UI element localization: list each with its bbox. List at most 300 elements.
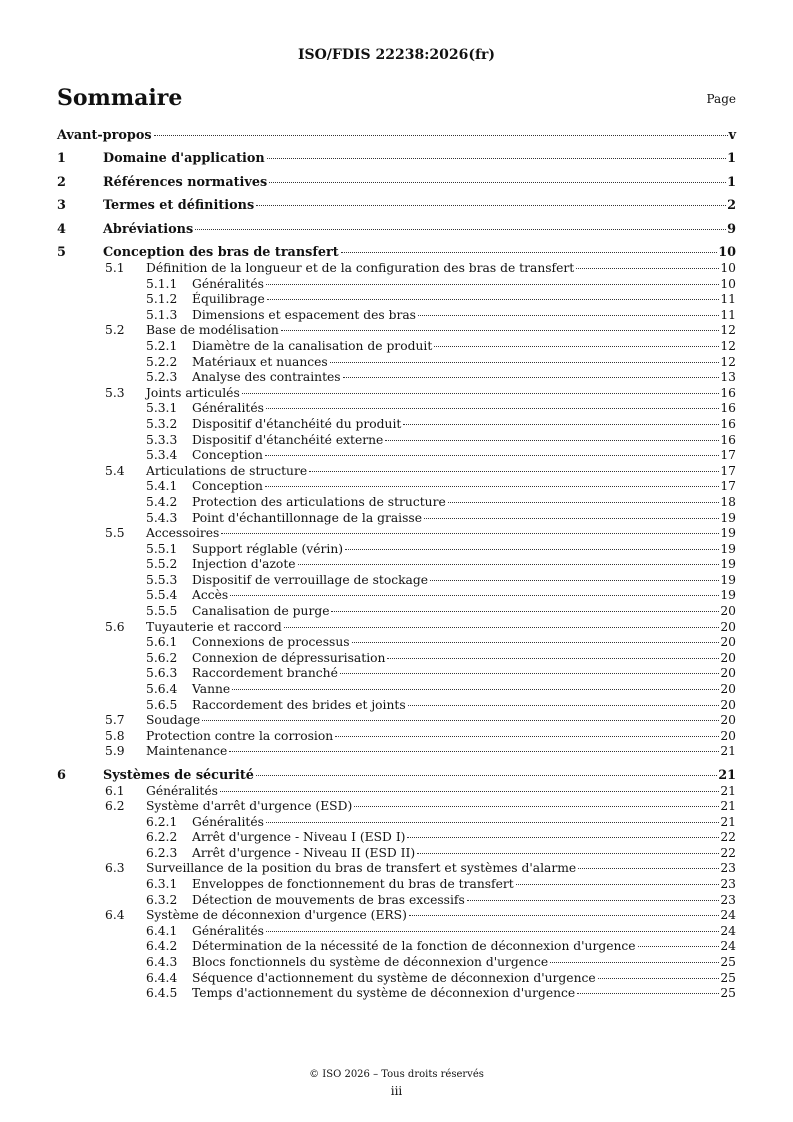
toc-entry[interactable] — [57, 433, 736, 449]
toc-entry-page: 21 — [720, 744, 736, 759]
toc-entry[interactable] — [57, 292, 736, 308]
toc-entry-page: 17 — [720, 463, 736, 478]
toc-entry-line — [192, 401, 736, 417]
toc-entry-page: 17 — [720, 448, 736, 463]
toc-entry-title: Références normatives — [103, 174, 268, 190]
toc-entry[interactable] — [57, 386, 736, 402]
dot-leader — [266, 284, 719, 285]
toc-entry[interactable] — [57, 971, 736, 987]
dot-leader — [407, 837, 719, 838]
toc-entry-number: 5.4.1 — [146, 479, 178, 494]
toc-entry-line — [146, 908, 736, 924]
toc-entry-page: 16 — [720, 385, 736, 400]
toc-entry-line — [192, 893, 736, 909]
toc-entry-page: 22 — [720, 830, 736, 845]
toc-entry-page: 21 — [720, 814, 736, 829]
dot-leader — [220, 791, 719, 792]
toc-entry-page: 11 — [720, 292, 736, 307]
toc-entry-page: 12 — [720, 354, 736, 369]
dot-leader — [417, 853, 719, 854]
toc-entry-title: Accessoires — [146, 526, 220, 541]
dot-leader — [221, 533, 719, 534]
toc-entry-number: 5.2 — [105, 323, 125, 338]
dot-leader — [265, 486, 719, 487]
toc-entry-line — [146, 261, 736, 277]
dot-leader — [345, 549, 719, 550]
toc-entry-line — [192, 370, 736, 386]
toc-entry[interactable] — [57, 542, 736, 558]
dot-leader — [298, 564, 720, 565]
toc-entry-number: 5.8 — [105, 728, 125, 743]
toc-entry-page: 21 — [720, 799, 736, 814]
toc-entry-number: 5 — [57, 245, 66, 261]
toc-entry-title: Connexions de processus — [192, 635, 350, 650]
toc-entry-title: Connexion de dépressurisation — [192, 650, 386, 665]
toc-entry-number: 5.5.1 — [146, 541, 178, 556]
dot-leader — [424, 518, 719, 519]
toc-entry[interactable] — [57, 511, 736, 527]
dot-leader — [267, 299, 720, 300]
toc-entry-number: 6.4.1 — [146, 923, 178, 938]
dot-leader — [467, 900, 720, 901]
toc-entry-page: 23 — [720, 892, 736, 907]
toc-entry-page: v — [728, 128, 736, 143]
toc-entry-page: 11 — [720, 307, 736, 322]
toc-entry[interactable] — [57, 417, 736, 433]
dot-leader — [418, 315, 719, 316]
toc-entry[interactable] — [57, 128, 736, 144]
toc-entry-page: 24 — [720, 939, 736, 954]
toc-entry-number: 6.3.1 — [146, 877, 178, 892]
toc-entry-number: 5.4.2 — [146, 494, 178, 509]
toc-entry-number: 5.9 — [105, 744, 125, 759]
dot-leader — [434, 346, 719, 347]
dot-leader — [242, 393, 720, 394]
toc-entry-number: 5.6.3 — [146, 666, 178, 681]
toc-entry-line — [192, 877, 736, 893]
toc-entry-line — [192, 971, 736, 987]
toc-entry-title: Conception — [192, 479, 263, 494]
toc-entry[interactable] — [57, 151, 736, 167]
toc-entry-line — [146, 464, 736, 480]
toc-entry-number: 5.1.1 — [146, 276, 178, 291]
toc-entry[interactable] — [57, 713, 736, 729]
toc-entry-title: Articulations de structure — [146, 463, 308, 478]
toc-entry-number: 5.5.3 — [146, 572, 178, 587]
footer-copyright: © ISO 2026 – Tous droits réservés — [309, 1069, 484, 1080]
toc-entry[interactable] — [57, 245, 736, 261]
toc-entry-number: 5.2.1 — [146, 338, 178, 353]
toc-entry-title: Généralités — [192, 923, 264, 938]
toc-entry-title: Généralités — [192, 276, 264, 291]
toc-entry-title: Avant-propos — [57, 128, 152, 143]
toc-entry-number: 5.7 — [105, 713, 125, 728]
toc-entry-title: Détermination de la nécessité de la fonction de déconnexion d'urgence — [192, 939, 636, 954]
toc-entry-page: 20 — [720, 666, 736, 681]
toc-entry-page: 24 — [720, 923, 736, 938]
dot-leader — [202, 720, 719, 721]
toc-entry[interactable] — [57, 339, 736, 355]
toc-entry-page: 19 — [720, 557, 736, 572]
toc-entry[interactable] — [57, 682, 736, 698]
toc-entry-page: 9 — [727, 221, 736, 237]
toc-entry-page: 1 — [727, 151, 736, 167]
toc-entry[interactable] — [57, 261, 736, 277]
toc-entry[interactable] — [57, 955, 736, 971]
toc-entry-line — [146, 386, 736, 402]
toc-entry-page: 19 — [720, 572, 736, 587]
toc-entry-number: 6.3 — [105, 861, 125, 876]
toc-entry[interactable] — [57, 198, 736, 214]
toc-entry[interactable] — [57, 355, 736, 371]
toc-entry[interactable] — [57, 557, 736, 573]
toc-entry-number: 6.3.2 — [146, 892, 178, 907]
toc-entry-number: 5.5.2 — [146, 557, 178, 572]
toc-entry-number: 5.1.2 — [146, 292, 178, 307]
toc-entry-title: Point d'échantillonnage de la graisse — [192, 510, 422, 525]
toc-entry-line — [192, 924, 736, 940]
toc-entry[interactable] — [57, 651, 736, 667]
dot-leader — [195, 229, 726, 230]
toc-entry[interactable] — [57, 893, 736, 909]
toc-entry-line — [192, 666, 736, 682]
dot-leader — [403, 424, 719, 425]
toc-entry-title: Dispositif de verrouillage de stockage — [192, 572, 429, 587]
dot-leader — [256, 775, 717, 776]
toc-entry-page: 25 — [720, 955, 736, 970]
toc-entry-title: Détection de mouvements de bras excessifs — [192, 892, 465, 907]
toc-entry-page: 20 — [720, 728, 736, 743]
toc-entry-number: 2 — [57, 174, 66, 190]
toc-entry[interactable] — [57, 222, 736, 238]
toc-entry-page: 19 — [720, 588, 736, 603]
toc-entry[interactable] — [57, 588, 736, 604]
dot-leader — [638, 946, 720, 947]
toc-entry-page: 20 — [720, 619, 736, 634]
toc-entry-number: 5.5.4 — [146, 588, 178, 603]
dot-leader — [266, 408, 719, 409]
toc-entry[interactable] — [57, 479, 736, 495]
toc-entry-title: Surveillance de la position du bras de transfert et systèmes d'alarme — [146, 861, 577, 876]
toc-entry-page: 10 — [720, 276, 736, 291]
toc-entry-title: Dimensions et espacement des bras — [192, 307, 416, 322]
toc-entry-title: Maintenance — [146, 744, 228, 759]
toc-entry[interactable] — [57, 908, 736, 924]
dot-leader — [430, 580, 719, 581]
toc-entry-page: 20 — [720, 604, 736, 619]
dot-leader — [330, 362, 720, 363]
toc-entry[interactable] — [57, 768, 736, 784]
toc-entry-title: Généralités — [146, 783, 218, 798]
toc-entry-title: Vanne — [192, 682, 231, 697]
toc-entry-line — [146, 784, 736, 800]
toc-entry-title: Raccordement des brides et joints — [192, 697, 406, 712]
toc-entry-page: 12 — [720, 338, 736, 353]
toc-entry-title: Équilibrage — [192, 292, 265, 307]
dot-leader — [335, 736, 719, 737]
toc-entry-line — [192, 417, 736, 433]
dot-leader — [284, 627, 720, 628]
toc-entry-page: 10 — [718, 245, 736, 261]
dot-leader — [232, 689, 719, 690]
toc-entry-number: 6.2.2 — [146, 830, 178, 845]
toc-entry-title: Canalisation de purge — [192, 604, 330, 619]
toc-entry-page: 19 — [720, 510, 736, 525]
dot-leader — [266, 822, 719, 823]
toc-entry-page: 23 — [720, 877, 736, 892]
dot-leader — [267, 158, 726, 159]
toc-entry-number: 5.3.1 — [146, 401, 178, 416]
toc-entry-title: Abréviations — [103, 221, 194, 237]
toc-entry-title: Domaine d'application — [103, 151, 265, 167]
toc-entry-page: 20 — [720, 635, 736, 650]
dot-leader — [387, 658, 719, 659]
toc-entry[interactable] — [57, 370, 736, 386]
toc-entry-number: 6.4.4 — [146, 970, 178, 985]
toc-entry-number: 5.4.3 — [146, 510, 178, 525]
toc-entry[interactable] — [57, 175, 736, 191]
toc-entry-page: 10 — [720, 261, 736, 276]
toc-entry-line — [192, 573, 736, 589]
toc-entry-title: Base de modélisation — [146, 323, 279, 338]
toc-entry-number: 6 — [57, 767, 66, 783]
toc-entry-title: Conception des bras de transfert — [103, 245, 339, 261]
toc-entry-page: 20 — [720, 682, 736, 697]
toc-entry-line — [192, 815, 736, 831]
dot-leader — [516, 884, 720, 885]
toc-entry-page: 20 — [720, 650, 736, 665]
toc-entry-number: 6.2 — [105, 799, 125, 814]
toc-entry-title: Protection contre la corrosion — [146, 728, 334, 743]
toc-entry-page: 16 — [720, 432, 736, 447]
toc-entry-line — [192, 277, 736, 293]
toc-entry-line — [192, 830, 736, 846]
toc-entry-page: 23 — [720, 861, 736, 876]
toc-entry[interactable] — [57, 666, 736, 682]
toc-entry-page: 17 — [720, 479, 736, 494]
toc-entry[interactable] — [57, 729, 736, 745]
toc-entry-number: 6.4.3 — [146, 955, 178, 970]
toc-entry-line — [192, 339, 736, 355]
dot-leader — [578, 868, 719, 869]
toc-entry-number: 6.2.1 — [146, 814, 178, 829]
toc-entry-line — [103, 151, 736, 167]
toc-entry-line — [103, 768, 736, 784]
toc-entry-number: 5.3.2 — [146, 416, 178, 431]
toc-entry-page: 25 — [720, 970, 736, 985]
toc-entry[interactable] — [57, 495, 736, 511]
toc-entry-line — [192, 682, 736, 698]
toc-entry-page: 16 — [720, 401, 736, 416]
toc-entry-line — [192, 635, 736, 651]
toc-entry-page: 2 — [727, 198, 736, 214]
footer-page-number: iii — [390, 1084, 403, 1098]
document-header: ISO/FDIS 22238:2026(fr) — [297, 47, 496, 63]
dot-leader — [229, 751, 719, 752]
toc-entry-title: Conception — [192, 448, 263, 463]
toc-entry[interactable] — [57, 464, 736, 480]
toc-entry-title: Blocs fonctionnels du système de déconnexion d'urgence — [192, 955, 549, 970]
toc-entry[interactable] — [57, 526, 736, 542]
dot-leader — [385, 440, 719, 441]
toc-entry-number: 5.3.3 — [146, 432, 178, 447]
toc-entry-number: 3 — [57, 198, 66, 214]
toc-entry-title: Séquence d'actionnement du système de déconnexion d'urgence — [192, 970, 596, 985]
dot-leader — [309, 471, 719, 472]
toc-entry-page: 21 — [720, 783, 736, 798]
toc-entry-number: 5.4 — [105, 463, 125, 478]
dot-leader — [598, 978, 720, 979]
toc-entry-page: 22 — [720, 845, 736, 860]
toc-entry-page: 25 — [720, 986, 736, 1001]
toc-entry-title: Protection des articulations de structure — [192, 494, 446, 509]
dot-leader — [341, 252, 718, 253]
toc-entry-number: 6.4.5 — [146, 986, 178, 1001]
toc-entry-title: Support réglable (vérin) — [192, 541, 344, 556]
toc-entry[interactable] — [57, 604, 736, 620]
toc-entry-number: 6.4 — [105, 908, 125, 923]
toc-entry-title: Enveloppes de fonctionnement du bras de transfert — [192, 877, 514, 892]
toc-entry[interactable] — [57, 323, 736, 339]
toc-entry-number: 6.4.2 — [146, 939, 178, 954]
toc-entry-line — [146, 620, 736, 636]
toc-entry-number: 4 — [57, 221, 66, 237]
toc-entry-title: Accès — [192, 588, 229, 603]
toc-entry-page: 24 — [720, 908, 736, 923]
toc-entry-title: Arrêt d'urgence - Niveau I (ESD I) — [192, 830, 406, 845]
toc-entry-title: Dispositif d'étanchéité du produit — [192, 416, 402, 431]
toc-entry[interactable] — [57, 784, 736, 800]
toc-entry[interactable] — [57, 830, 736, 846]
dot-leader — [331, 611, 719, 612]
toc-entry-line — [192, 955, 736, 971]
toc-entry-title: Généralités — [192, 814, 264, 829]
toc-entry-page: 19 — [720, 526, 736, 541]
toc-entry[interactable] — [57, 924, 736, 940]
toc-entry-number: 5.1 — [105, 261, 125, 276]
toc-entry[interactable] — [57, 401, 736, 417]
dot-leader — [230, 595, 719, 596]
toc-entry-title: Injection d'azote — [192, 557, 296, 572]
toc-entry-line — [192, 292, 736, 308]
toc-entry[interactable] — [57, 744, 736, 760]
toc-entry-line — [192, 448, 736, 464]
toc-entry-line — [192, 308, 736, 324]
toc-entry-line — [192, 355, 736, 371]
toc-entry-title: Termes et définitions — [103, 198, 255, 214]
toc-entry-page: 13 — [720, 370, 736, 385]
toc-entry-title: Système d'arrêt d'urgence (ESD) — [146, 799, 353, 814]
toc-entry-number: 5.6 — [105, 619, 125, 634]
toc-entry-line — [192, 939, 736, 955]
toc-entry-title: Raccordement branché — [192, 666, 338, 681]
toc-entry-title: Tuyauterie et raccord — [146, 619, 282, 634]
toc-entry-title: Matériaux et nuances — [192, 354, 328, 369]
toc-entry-line — [192, 557, 736, 573]
toc-entry-number: 5.6.4 — [146, 682, 178, 697]
toc-entry-page: 16 — [720, 416, 736, 431]
toc-entry-line — [192, 495, 736, 511]
toc-entry-number: 6.1 — [105, 783, 125, 798]
toc-entry-title: Généralités — [192, 401, 264, 416]
toc-entry-title: Temps d'actionnement du système de déconnexion d'urgence — [192, 986, 576, 1001]
toc-entry-page: 19 — [720, 541, 736, 556]
toc-entry-line — [192, 604, 736, 620]
toc-entry[interactable] — [57, 877, 736, 893]
toc-title: Sommaire — [57, 85, 183, 111]
toc-entry-line — [192, 651, 736, 667]
dot-leader — [448, 502, 720, 503]
dot-leader — [154, 135, 728, 136]
toc-entry-number: 5.5 — [105, 526, 125, 541]
toc-entry-line — [146, 799, 736, 815]
toc-entry-line — [103, 175, 736, 191]
toc-entry-title: Joints articulés — [146, 385, 240, 400]
toc-entry-line — [146, 729, 736, 745]
dot-leader — [577, 993, 719, 994]
toc-entry-number: 5.3.4 — [146, 448, 178, 463]
dot-leader — [265, 455, 719, 456]
toc-entry-line — [103, 222, 736, 238]
toc-entry-page: 12 — [720, 323, 736, 338]
toc-entry-line — [146, 861, 736, 877]
toc-entry-line — [103, 198, 736, 214]
toc-entry-line — [146, 713, 736, 729]
dot-leader — [269, 182, 726, 183]
toc-entry[interactable] — [57, 815, 736, 831]
toc-entry-line — [192, 846, 736, 862]
dot-leader — [408, 705, 720, 706]
table-of-contents — [57, 128, 736, 1002]
toc-entry-number: 5.6.2 — [146, 650, 178, 665]
toc-entry[interactable] — [57, 861, 736, 877]
toc-entry-line — [192, 479, 736, 495]
toc-entry[interactable] — [57, 846, 736, 862]
toc-entry-title: Arrêt d'urgence - Niveau II (ESD II) — [192, 845, 416, 860]
dot-leader — [340, 673, 719, 674]
toc-entry[interactable] — [57, 635, 736, 651]
toc-entry-line — [192, 542, 736, 558]
toc-entry-line — [146, 526, 736, 542]
dot-leader — [281, 330, 720, 331]
toc-entry-number: 5.6.1 — [146, 635, 178, 650]
toc-entry[interactable] — [57, 277, 736, 293]
toc-entry-page: 20 — [720, 713, 736, 728]
toc-entry-title: Systèmes de sécurité — [103, 767, 254, 783]
page-column-label: Page — [706, 92, 736, 106]
toc-entry-title: Soudage — [146, 713, 201, 728]
toc-entry-line — [103, 245, 736, 261]
toc-entry-number: 5.5.5 — [146, 604, 178, 619]
dot-leader — [576, 268, 719, 269]
toc-entry[interactable] — [57, 308, 736, 324]
toc-entry[interactable] — [57, 698, 736, 714]
toc-entry-title: Définition de la longueur et de la configuration des bras de transfert — [146, 261, 575, 276]
toc-entry[interactable] — [57, 986, 736, 1002]
toc-entry[interactable] — [57, 939, 736, 955]
toc-entry-line — [192, 986, 736, 1002]
dot-leader — [354, 806, 719, 807]
toc-entry-line — [57, 128, 736, 144]
toc-entry[interactable] — [57, 448, 736, 464]
dot-leader — [343, 377, 720, 378]
toc-entry[interactable] — [57, 620, 736, 636]
toc-entry[interactable] — [57, 573, 736, 589]
toc-entry-page: 20 — [720, 697, 736, 712]
toc-entry-title: Système de déconnexion d'urgence (ERS) — [146, 908, 407, 923]
toc-entry[interactable] — [57, 799, 736, 815]
toc-entry-page: 21 — [718, 767, 736, 783]
